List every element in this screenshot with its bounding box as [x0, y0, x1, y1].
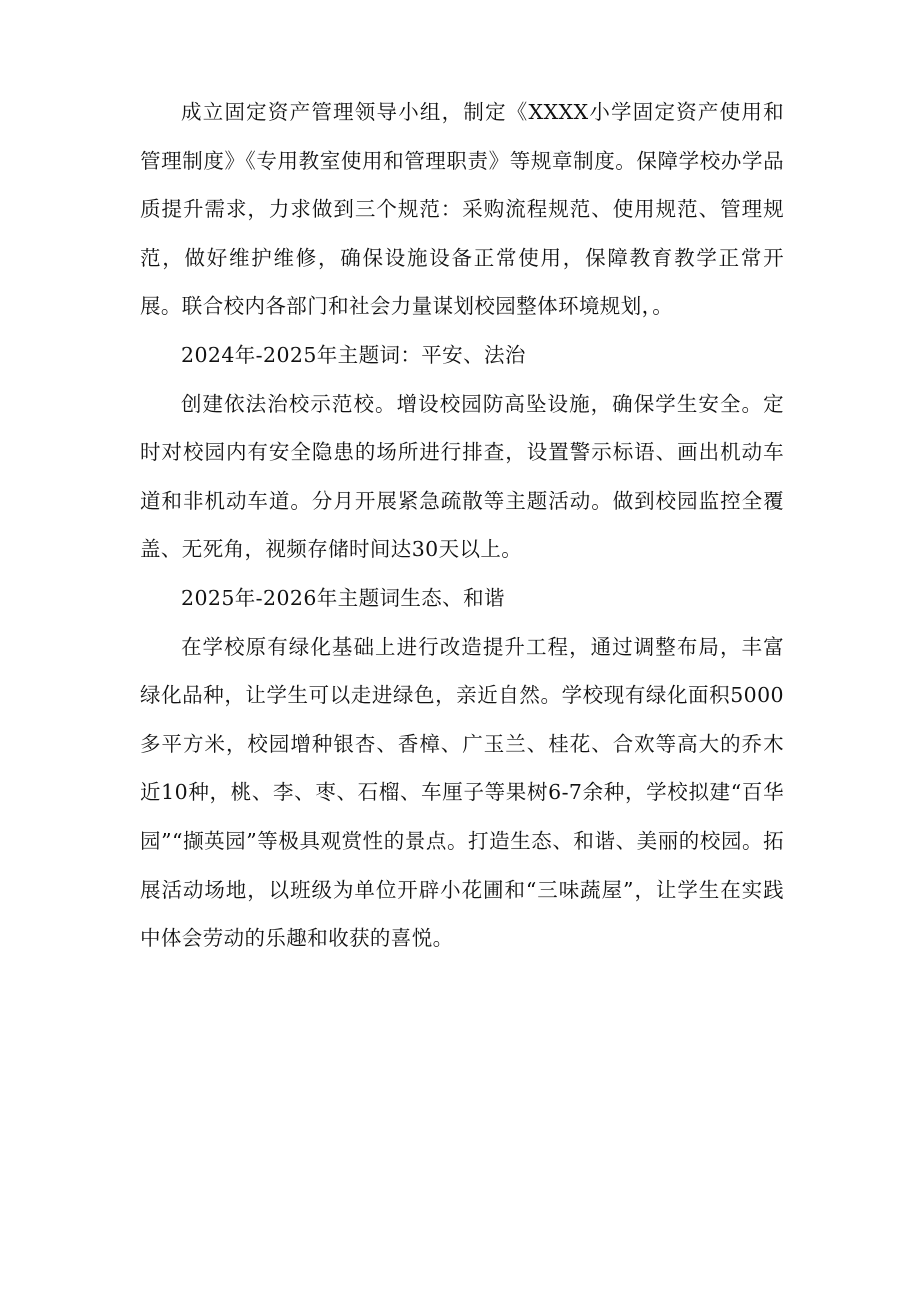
theme-heading-2025-2026: 2025年-2026年主题词生态、和谐	[181, 585, 505, 610]
paragraph-asset-management: 成立固定资产管理领导小组，制定《XXXX小学固定资产使用和管理制度》《专用教室使用和管理职责》等规章制度。保障学校办学品质提升需求，力求做到三个规范：采购流程规范、使用规范、管理规范，做好维护维修，确保设施设备正常使用，保障教育教学正常开展。联合校内各部门和社会力量谋划校园整体环境规划，。	[140, 100, 784, 319]
theme-heading-2024-2025: 2024年-2025年主题词：平安、法治	[181, 342, 526, 367]
document-body	[140, 88, 784, 963]
paragraph-ecology-harmony: 在学校原有绿化基础上进行改造提升工程，通过调整布局，丰富绿化品种，让学生可以走进绿色，亲近自然。学校现有绿化面积5000多平方米，校园增种银杏、香樟、广玉兰、桂花、合欢等高大的乔木近10种，桃、李、枣、石榴、车厘子等果树6-7余种，学校拟建“百华园”“撷英园”等极具观赏性的景点。打造生态、和谐、美丽的校园。拓展活动场地，以班级为单位开辟小花圃和“三味蔬屋”，让学生在实践中体会劳动的乐趣和收获的喜悦。	[140, 634, 784, 951]
paragraph-safety-rule-of-law: 创建依法治校示范校。增设校园防高坠设施，确保学生安全。定时对校园内有安全隐患的场所进行排查，设置警示标语、画出机动车道和非机动车道。分月开展紧急疏散等主题活动。做到校园监控全覆盖、无死角，视频存储时间达30天以上。	[140, 391, 784, 562]
